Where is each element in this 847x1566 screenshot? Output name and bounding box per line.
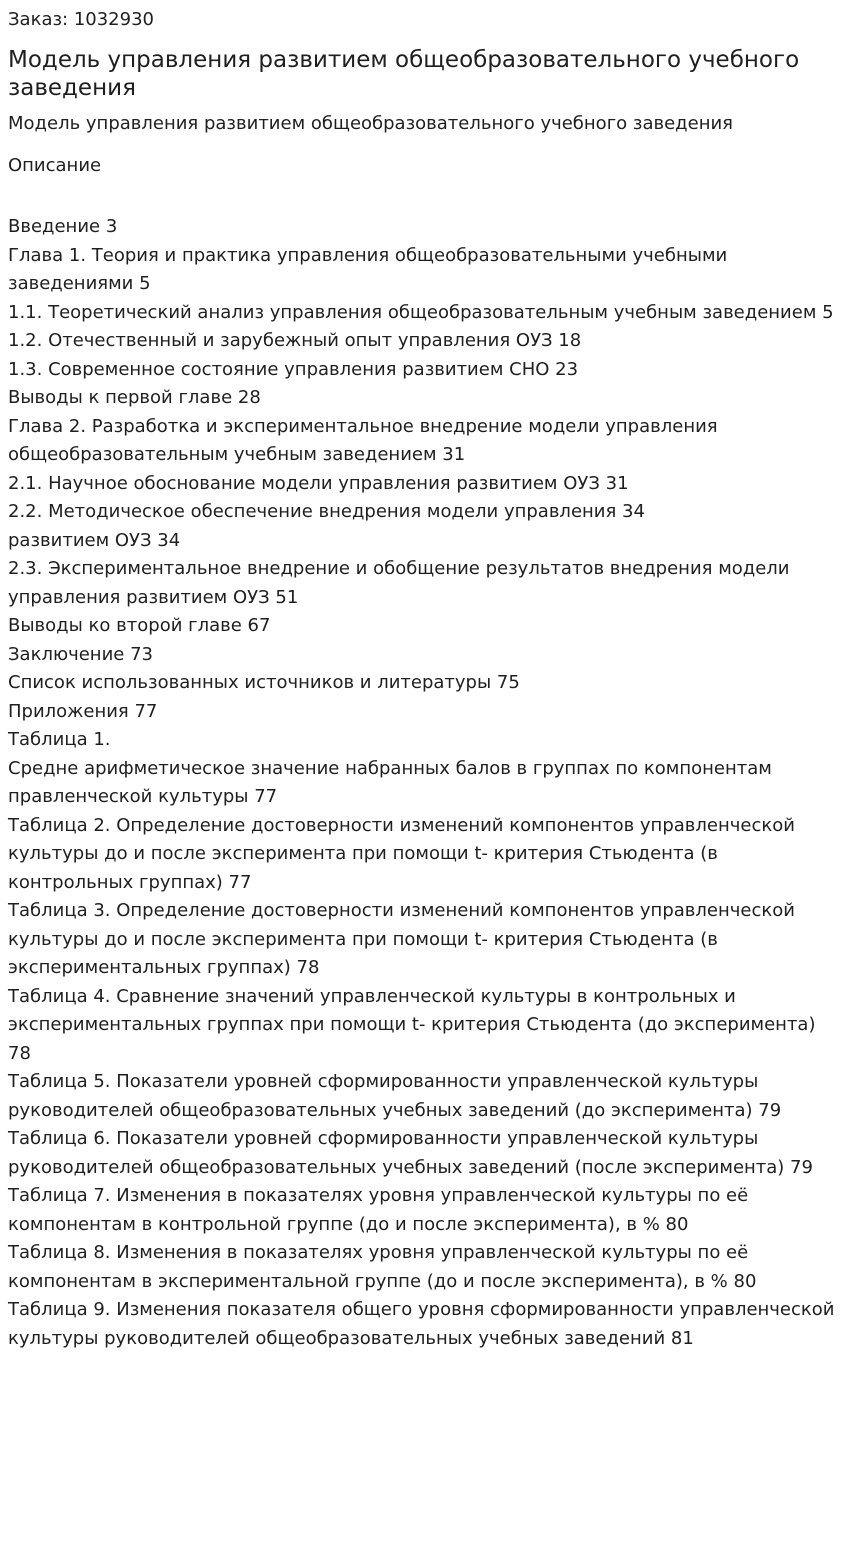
toc-item: Список использованных источников и литературы 75 [8,672,520,693]
toc-item: Средне арифметическое значение набранных балов в группах по компонентам правленческой культуры 77 [8,757,772,807]
toc-item: Таблица 9. Изменения показателя общего уровня сформированности управленческой культуры руководителей общеобразовательных учебных заведений 81 [8,1299,835,1349]
toc-item: Таблица 8. Изменения в показателях уровня управленческой культуры по её компонентам в экспериментальной группе (до и после эксперимента), в % 80 [8,1242,757,1292]
toc-item: 1.1. Теоретический анализ управления общеобразовательным учебным заведением 5 [8,301,834,323]
description-heading: Описание [8,155,102,176]
toc-item: развитием ОУЗ 34 [8,529,181,551]
toc-item: Выводы к первой главе 28 [8,387,261,408]
toc-item: Таблица 6. Показатели уровней сформированности управленческой культуры руководителей общеобразовательных учебных заведений (после эксперимента) 79 [8,1128,813,1178]
toc-item: Введение 3 [8,216,118,237]
toc-item: 2.3. Экспериментальное внедрение и обобщение результатов внедрения модели управления развитием ОУЗ 51 [8,558,790,608]
toc-item: Таблица 1. [8,729,111,750]
toc-item: 1.2. Отечественный и зарубежный опыт управления ОУЗ 18 [8,330,582,351]
table-of-contents [8,213,839,1353]
toc-item: 2.2. Методическое обеспечение внедрения модели управления 34 [8,501,645,522]
toc-item: Глава 1. Теория и практика управления общеобразовательными учебными заведениями 5 [8,244,728,294]
toc-item: 1.3. Современное состояние управления развитием СНО 23 [8,358,579,380]
toc-item: 2.1. Научное обоснование модели управления развитием ОУЗ 31 [8,472,629,494]
order-number: Заказ: 1032930 [8,9,154,30]
toc-item: Таблица 4. Сравнение значений управленческой культуры в контрольных и экспериментальных группах при помощи t- критерия Стьюдента (до эксперимента) 78 [8,985,816,1064]
toc-item: Приложения 77 [8,700,158,722]
toc-item: Таблица 5. Показатели уровней сформированности управленческой культуры руководителей общеобразовательных учебных заведений (до эксперимента) 79 [8,1071,782,1121]
toc-item: Выводы ко второй главе 67 [8,615,271,636]
toc-item: Таблица 7. Изменения в показателях уровня управленческой культуры по её компонентам в контрольной группе (до и после эксперимента), в % 80 [8,1185,749,1235]
toc-item: Таблица 3. Определение достоверности изменений компонентов управленческой культуры до и после эксперимента при помощи t- критерия Стьюдента (в экспериментальных группах) 78 [8,900,795,978]
page-title: Модель управления развитием общеобразовательного учебного заведения [8,47,800,101]
toc-item: Заключение 73 [8,643,153,665]
page-subtitle: Модель управления развитием общеобразовательного учебного заведения [8,113,733,134]
toc-item: Глава 2. Разработка и экспериментальное внедрение модели управления общеобразовательным учебным заведением 31 [8,415,718,465]
toc-item: Таблица 2. Определение достоверности изменений компонентов управленческой культуры до и после эксперимента при помощи t- критерия Стьюдента (в контрольных группах) 77 [8,814,795,893]
